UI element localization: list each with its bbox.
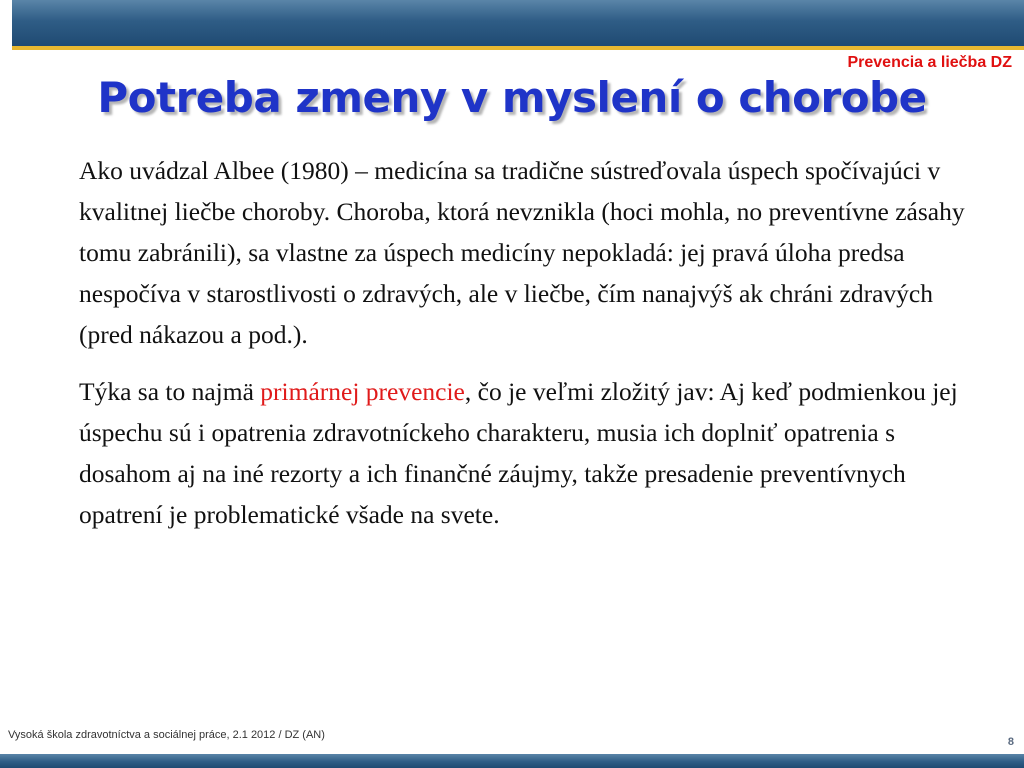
header-band bbox=[12, 0, 1024, 46]
footer-band bbox=[0, 754, 1024, 768]
header-accent-stripe bbox=[12, 46, 1024, 50]
paragraph-2-rest: , čo je veľmi zložitý jav: Aj keď podmienkou jej úspechu sú i opatrenia zdravotníckeho charakteru, musia ich doplniť opatrenia s dosahom aj na iné rezorty a ich finančné záujmy, takže presadenie preventívnych opatrení je problematické všade na svete. bbox=[79, 377, 958, 529]
highlighted-term: primárnej prevencie bbox=[260, 377, 465, 406]
slide-body bbox=[79, 150, 974, 535]
slide-title: Potreba zmeny v myslení o chorobe bbox=[97, 73, 927, 122]
paragraph-1: Ako uvádzal Albee (1980) – medicína sa tradične sústreďovala úspech spočívajúci v kvalitnej liečbe choroby. Choroba, ktorá nevznikla (hoci mohla, no preventívne zásahy tomu zabránili), sa vlastne za úspech medicíny nepokladá: jej pravá úloha predsa nespočíva v starostlivosti o zdravých, ale v liečbe, čím nanajvýš ak chráni zdravých (pred nákazou a pod.). bbox=[79, 156, 965, 349]
paragraph-2 bbox=[79, 371, 974, 535]
paragraph-2-intro: Týka sa to najmä bbox=[79, 377, 261, 406]
footer-institution: Vysoká škola zdravotníctva a sociálnej práce, 2.1 2012 / DZ (AN) bbox=[8, 729, 325, 741]
page-number: 8 bbox=[1007, 736, 1014, 748]
section-label: Prevencia a liečba DZ bbox=[847, 54, 1012, 71]
